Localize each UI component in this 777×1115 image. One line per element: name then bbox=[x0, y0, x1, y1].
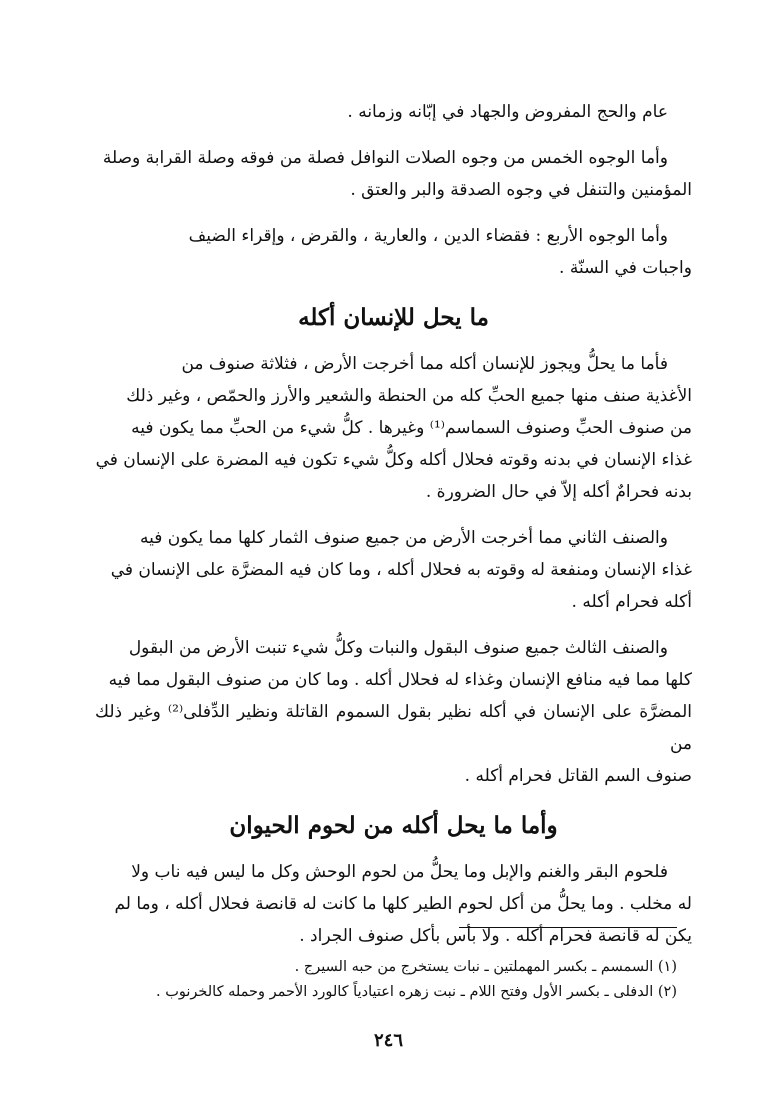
footnotes bbox=[95, 955, 677, 1005]
text-line: غذاء الإنسان ومنفعة له وقوته به فحلال أكله ، وما كان فيه المضرَّة على الإنسان في bbox=[110, 560, 692, 580]
section-heading-lawful-food: ما يحل للإنسان أكله bbox=[298, 304, 489, 331]
footnote-1: (١) السمسم ـ بكسر المهملتين ـ نبات يستخرج من حبه السيرج . bbox=[294, 959, 677, 975]
text-line: عام والحج المفروض والجهاد في إبّانه وزمانه . bbox=[347, 102, 668, 122]
text-line: كلها مما فيه منافع الإنسان وغذاء له فحلال أكله . وما كان من صنوف البقول مما فيه bbox=[108, 670, 692, 690]
paragraph-grains bbox=[95, 348, 692, 508]
text-line: له مخلب . وما يحلُّ من أكل لحوم الطير كلها ما كانت له قانصة فحلال أكله ، وما لم bbox=[114, 894, 692, 914]
text-line: واجبات في السنّة . bbox=[559, 258, 692, 278]
text-line: صنوف السم القاتل فحرام أكله . bbox=[464, 766, 692, 786]
footnote-divider bbox=[459, 927, 677, 928]
text-line: فأما ما يحلُّ ويجوز للإنسان أكله مما أخرجت الأرض ، فثلاثة صنوف من bbox=[181, 354, 668, 374]
text-line: والصنف الثاني مما أخرجت الأرض من جميع صنوف الثمار كلها مما يكون فيه bbox=[139, 528, 668, 548]
section-heading-animal-meat: وأما ما يحل أكله من لحوم الحيوان bbox=[229, 812, 558, 839]
paragraph-fruits bbox=[95, 522, 692, 618]
text-line: فلحوم البقر والغنم والإبل وما يحلُّ من لحوم الوحش وكل ما ليس فيه ناب ولا bbox=[131, 862, 668, 882]
text-line: غذاء الإنسان في بدنه وقوته فحلال أكله وكلُّ شيء تكون فيه المضرة على الإنسان في bbox=[95, 450, 692, 470]
text-line: من صنوف الحبِّ وصنوف السماسم⁽¹⁾ وغيرها . كلُّ شيء من الحبِّ مما يكون فيه bbox=[131, 418, 692, 438]
text-line: يكن له قانصة فحرام أكله . ولا بأس بأكل صنوف الجراد . bbox=[299, 926, 692, 946]
text-line: وأما الوجوه الخمس من وجوه الصلات النوافل فصلة من فوقه وصلة القرابة وصلة bbox=[102, 148, 668, 168]
text-line: المؤمنين والتنفل في وجوه الصدقة والبر والعتق . bbox=[350, 180, 692, 200]
text-line: وأما الوجوه الأربع : فقضاء الدين ، والعارية ، والقرض ، وإقراء الضيف bbox=[188, 226, 668, 246]
footnote-2: (٢) الدفلى ـ بكسر الأول وفتح اللام ـ نبت زهره اعتيادياً كالورد الأحمر وحمله كالخرنوب . bbox=[156, 984, 677, 1000]
paragraph-hajj bbox=[95, 96, 692, 128]
page-number: ٢٤٦ bbox=[373, 1030, 403, 1051]
text-line: والصنف الثالث جميع صنوف البقول والنبات وكلُّ شيء تنبت الأرض من البقول bbox=[128, 638, 668, 658]
paragraph-vegetables bbox=[95, 632, 692, 792]
text-line: أكله فحرام أكله . bbox=[571, 592, 692, 612]
text-line: الأغذية صنف منها جميع الحبِّ كله من الحنطة والشعير والأرز والحمّص ، وغير ذلك bbox=[126, 386, 692, 406]
paragraph-five-ways bbox=[95, 142, 692, 206]
text-line: المضرَّة على الإنسان في أكله نظير بقول السموم القاتلة ونظير الدِّفلى⁽²⁾ وغير ذلك من bbox=[95, 702, 693, 754]
paragraph-meat bbox=[95, 856, 692, 952]
paragraph-four-ways bbox=[95, 220, 692, 284]
text-line: بدنه فحرامٌ أكله إلاّ في حال الضرورة . bbox=[425, 482, 692, 502]
